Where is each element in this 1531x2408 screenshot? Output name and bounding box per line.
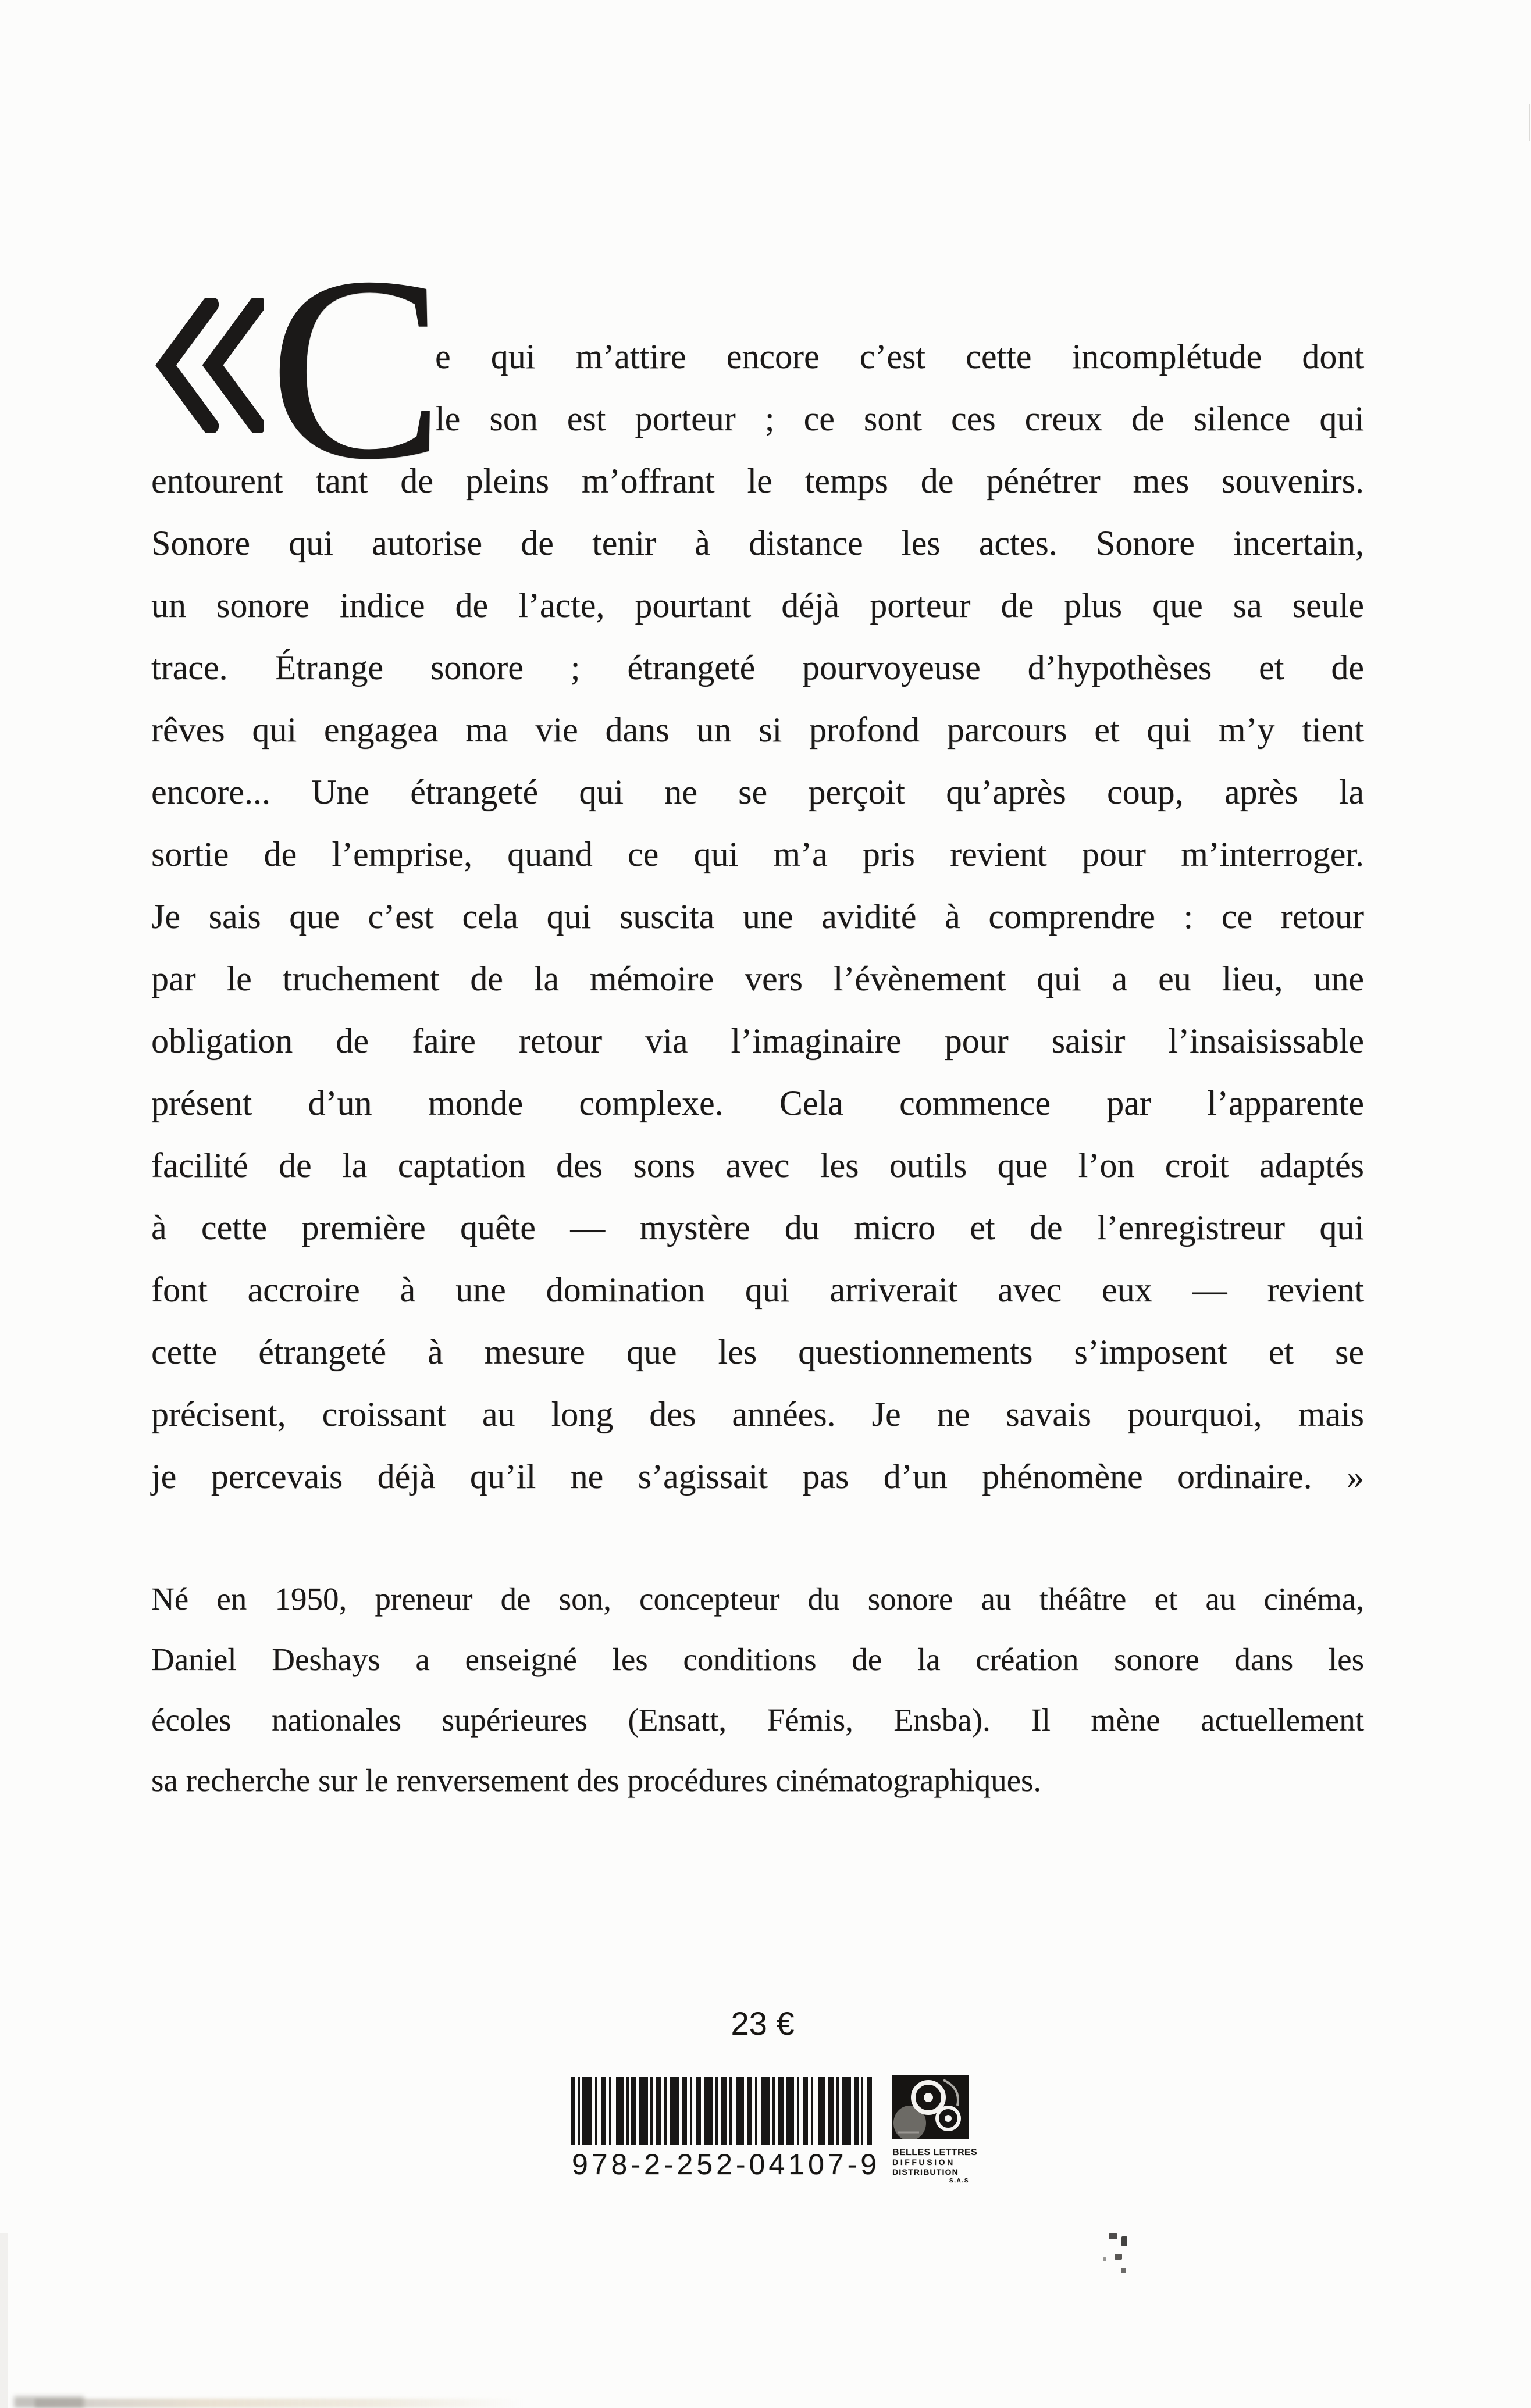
drop-cap-letter: C (269, 222, 444, 513)
isbn-label: 978-2-252-04107-9 (571, 2148, 881, 2181)
quote-line: entourent tant de pleins m’offrant le temps de pénétrer mes souvenirs. (151, 462, 1364, 500)
bio-line: Daniel Deshays a enseigné les conditions de la création sonore dans les (151, 1642, 1364, 1677)
logo-text-sas: S.A.S (949, 2178, 969, 2184)
opening-guillemet-icon (152, 298, 264, 433)
quote-line: un sonore indice de l’acte, pourtant déjà porteur de plus que sa seule (151, 586, 1364, 625)
ink-speck (1109, 2233, 1117, 2239)
ink-speck (1115, 2254, 1122, 2260)
quote-line: e qui m’attire encore c’est cette incomplétude dont (435, 337, 1364, 376)
quote-line: obligation de faire retour via l’imaginaire pour saisir l’insaisissable (151, 1022, 1364, 1060)
ink-speck (1121, 2268, 1126, 2273)
quote-line: à cette première quête — mystère du micro et de l’enregistreur qui (151, 1208, 1364, 1247)
logo-text-diffusion: DIFFUSION (892, 2157, 955, 2167)
bio-line: écoles nationales supérieures (Ensatt, Fémis, Ensba). Il mène actuellement (151, 1702, 1364, 1738)
quote-line: facilité de la captation des sons avec les outils que l’on croit adaptés (151, 1146, 1364, 1185)
quote-line: trace. Étrange sonore ; étrangeté pourvoyeuse d’hypothèses et de (151, 648, 1364, 687)
price-label: 23 € (731, 2005, 795, 2042)
owl-icon (892, 2132, 969, 2142)
quote-paragraph (151, 222, 1364, 1508)
ean-barcode-graphic (571, 2077, 875, 2145)
quote-line: le son est porteur ; ce sont ces creux de silence qui (435, 399, 1364, 438)
quote-line: Sonore qui autorise de tenir à distance les actes. Sonore incertain, (151, 524, 1364, 562)
quote-line: font accroire à une domination qui arriverait avec eux — revient (151, 1271, 1364, 1309)
scan-corner-blob (14, 2396, 84, 2408)
quote-line: Je sais que c’est cela qui suscita une avidité à comprendre : ce retour (151, 897, 1364, 936)
publisher-logo (892, 2075, 978, 2185)
quote-line: je percevais déjà qu’il ne s’agissait pas d’un phénomène ordinaire. » (151, 1457, 1364, 1496)
quote-line: rêves qui engagea ma vie dans un si profond parcours et qui m’y tient (151, 711, 1364, 749)
ink-speck (1121, 2236, 1127, 2246)
ink-speck (1103, 2257, 1106, 2261)
quote-line: cette étrangeté à mesure que les questionnements s’imposent et se (151, 1333, 1364, 1371)
quote-line: précisent, croissant au long des années. Je ne savais pourquoi, mais (151, 1395, 1364, 1433)
author-bio-paragraph (151, 1569, 1364, 1811)
quote-line: présent d’un monde complexe. Cela commence par l’apparente (151, 1084, 1364, 1122)
bio-line: sa recherche sur le renversement des procédures cinématographiques. (151, 1763, 1042, 1798)
scan-edge-right (1529, 104, 1530, 141)
quote-line: encore... Une étrangeté qui ne se perçoit qu’après coup, après la (151, 773, 1364, 811)
quote-line: sortie de l’emprise, quand ce qui m’a pris revient pour m’interroger. (151, 835, 1364, 873)
logo-text-distribution: DISTRIBUTION (892, 2167, 959, 2177)
quote-line: par le truchement de la mémoire vers l’évènement qui a eu lieu, une (151, 959, 1364, 998)
bio-line: Né en 1950, preneur de son, concepteur du sonore au théâtre et au cinéma, (151, 1581, 1364, 1617)
scan-edge-left (0, 2233, 8, 2408)
scan-bottom-smudge (35, 2399, 524, 2408)
logo-text-belles-lettres: BELLES LETTRES (892, 2147, 978, 2157)
